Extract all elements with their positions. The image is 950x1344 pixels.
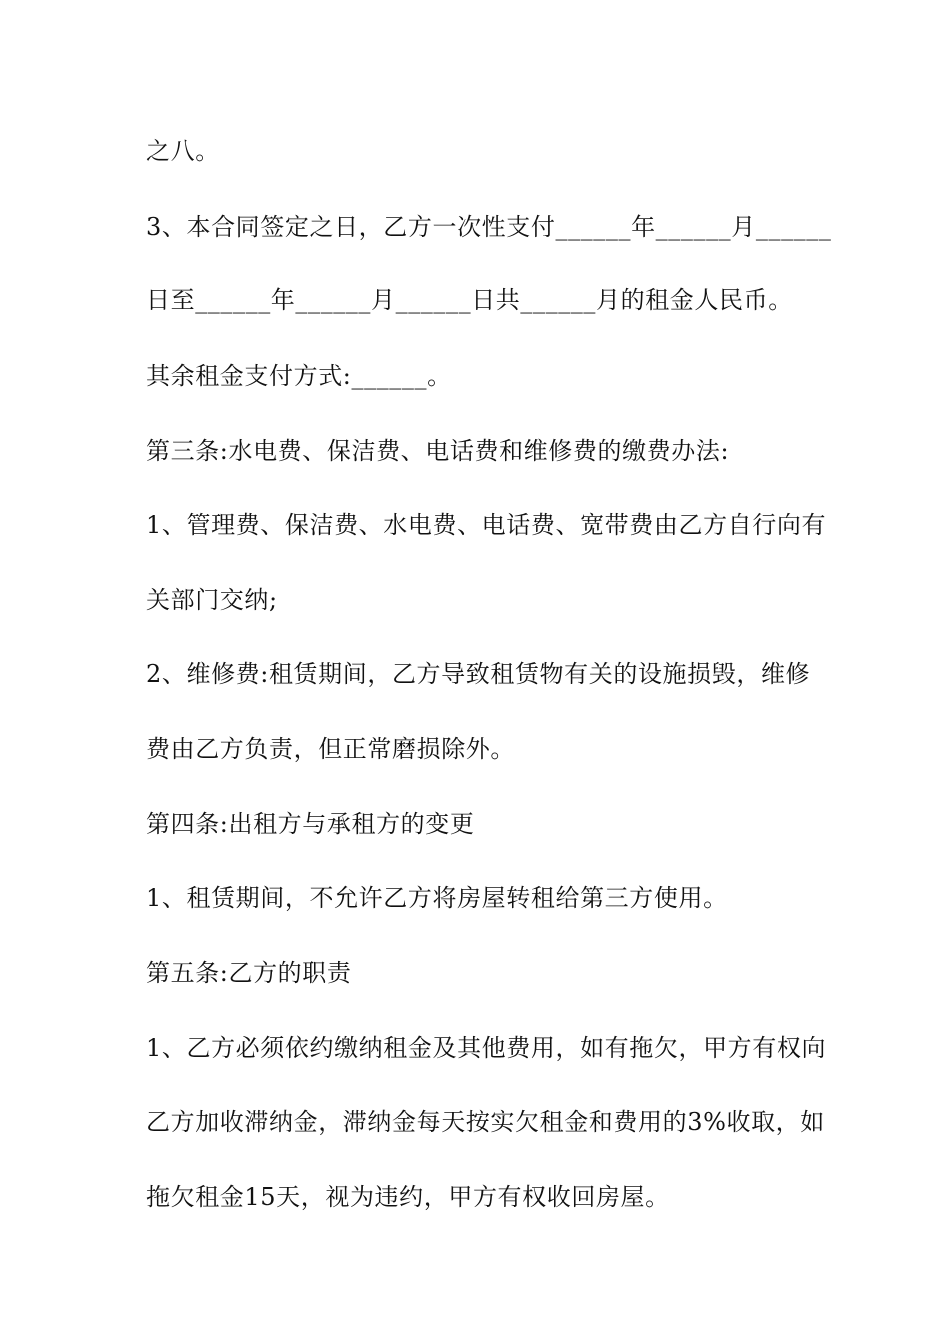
text-line-9: 费由乙方负责，但正常磨损除外。: [146, 735, 515, 763]
section-heading-5: 第五条:乙方的职责: [146, 959, 352, 987]
text-line-6: 1、管理费、保洁费、水电费、电话费、宽带费由乙方自行向有: [146, 511, 827, 539]
text-line-11: 1、租赁期间，不允许乙方将房屋转租给第三方使用。: [146, 884, 728, 912]
text-line-1: 之八。: [146, 137, 220, 165]
text-line-4: 其余租金支付方式:______。: [146, 362, 452, 390]
text-line-3: 日至______年______月______日共______月的租金人民币。: [146, 286, 793, 314]
section-heading-4: 第四条:出租方与承租方的变更: [146, 810, 475, 838]
text-line-7: 关部门交纳;: [146, 586, 278, 614]
text-line-8: 2、维修费:租赁期间，乙方导致租赁物有关的设施损毁，维修: [146, 660, 811, 688]
text-line-13: 1、乙方必须依约缴纳租金及其他费用，如有拖欠，甲方有权向: [146, 1034, 827, 1062]
text-line-15: 拖欠租金15天，视为违约，甲方有权收回房屋。: [146, 1183, 670, 1211]
section-heading-3: 第三条:水电费、保洁费、电话费和维修费的缴费办法:: [146, 437, 730, 465]
text-line-2: 3、本合同签定之日，乙方一次性支付______年______月______: [146, 213, 832, 241]
text-line-14: 乙方加收滞纳金，滞纳金每天按实欠租金和费用的3%收取，如: [146, 1108, 825, 1136]
